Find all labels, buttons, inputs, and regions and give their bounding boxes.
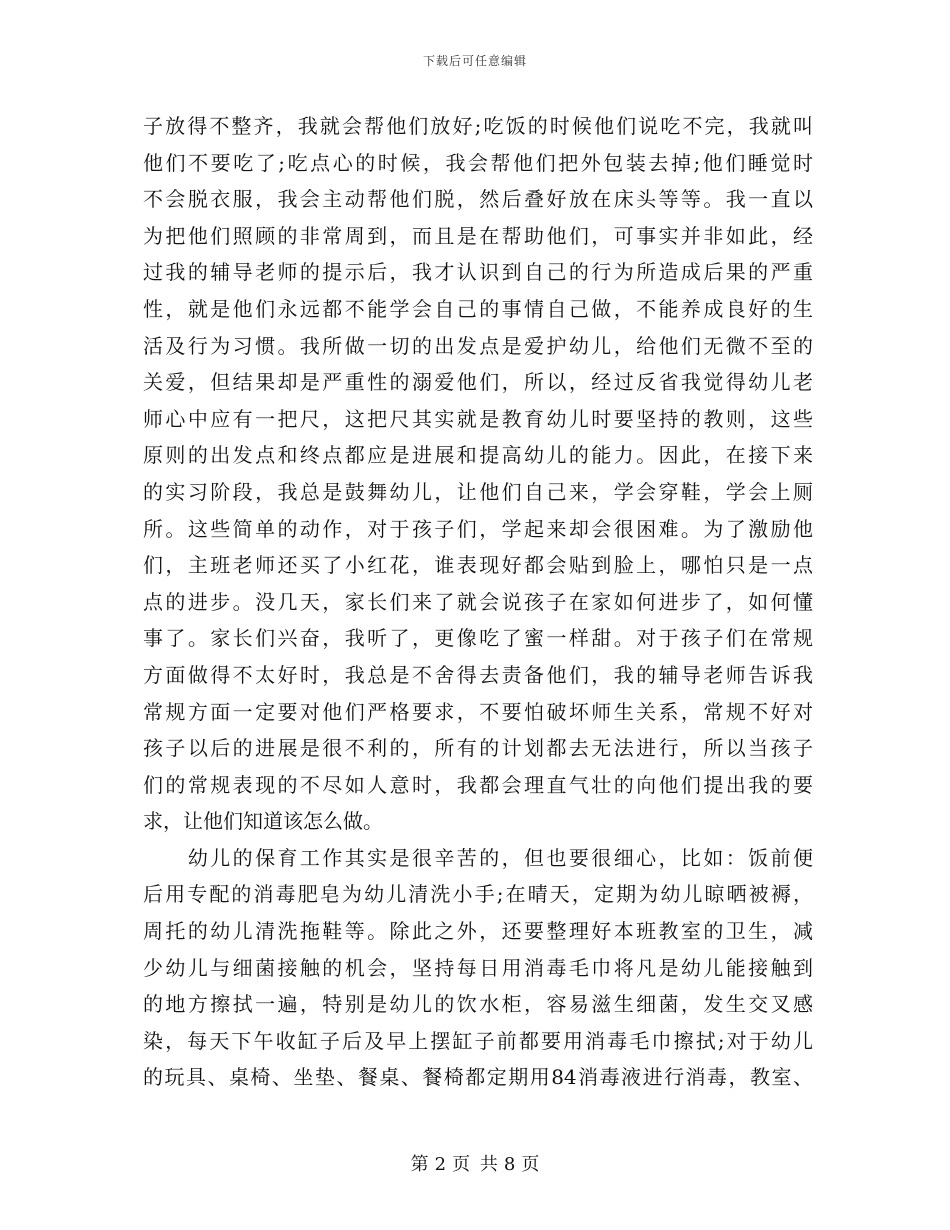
text-line: 常规方面一定要对他们严格要求，不要怕破坏师生关系，常规不好对 <box>143 699 813 724</box>
text-line: 他们不要吃了;吃点心的时候，我会帮他们把外包装去掉;他们睡觉时 <box>143 150 813 175</box>
footer-suffix: 页 <box>521 1154 540 1175</box>
text-line: 不会脱衣服，我会主动帮他们脱，然后叠好放在床头等等。我一直以 <box>143 187 813 212</box>
text-line: 关爱，但结果却是严重性的溺爱他们，所以，经过反省我觉得幼儿老 <box>143 370 813 395</box>
text-line: 少幼儿与细菌接触的机会，坚持每日用消毒毛巾将凡是幼儿能接触到 <box>143 955 813 980</box>
text-line: 后用专配的消毒肥皂为幼儿清洗小手;在晴天，定期为幼儿晾晒被褥， <box>143 882 813 907</box>
text-line: 子放得不整齐，我就会帮他们放好;吃饭的时候他们说吃不完，我就叫 <box>143 114 813 138</box>
footer-middle: 页 共 <box>452 1154 498 1175</box>
text-line: 过我的辅导老师的提示后，我才认识到自己的行为所造成后果的严重 <box>143 260 813 285</box>
paragraph-end-line: 求，让他们知道该怎么做。 <box>143 809 383 834</box>
page-header: 下载后可任意编辑 <box>422 54 527 68</box>
text-line: 性，就是他们永远都不能学会自己的事情自己做，不能养成良好的生 <box>143 296 813 321</box>
text-line: 方面做得不太好时，我总是不舍得去责备他们，我的辅导老师告诉我 <box>143 662 813 687</box>
text-line: 周托的幼儿清洗拖鞋等。除此之外，还要整理好本班教室的卫生，减 <box>143 919 813 944</box>
text-line: 原则的出发点和终点都应是进展和提高幼儿的能力。因此，在接下来 <box>143 443 813 468</box>
text-line: 事了。家长们兴奋，我听了，更像吃了蜜一样甜。对于孩子们在常规 <box>143 626 813 651</box>
text-line: 所。这些简单的动作，对于孩子们，学起来却会很困难。为了激励他 <box>143 516 813 541</box>
footer-prefix: 第 <box>410 1154 429 1175</box>
document-body <box>143 108 813 1096</box>
text-line: 孩子以后的进展是很不利的，所有的计划都去无法进行，所以当孩子 <box>143 736 813 761</box>
paragraph-start-line: 幼儿的保育工作其实是很辛苦的，但也要很细心，比如：饭前便 <box>143 845 813 870</box>
text-line: 染，每天下午收缸子后及早上摆缸子前都要用消毒毛巾擦拭;对于幼儿 <box>143 1028 813 1053</box>
current-page-number: 2 <box>434 1154 447 1175</box>
total-page-count: 8 <box>503 1154 516 1175</box>
text-line: 活及行为习惯。我所做一切的出发点是爱护幼儿，给他们无微不至的 <box>143 333 813 358</box>
text-line: 的地方擦拭一遍，特别是幼儿的饮水柜，容易滋生细菌，发生交叉感 <box>143 992 813 1017</box>
text-line: 们，主班老师还买了小红花，谁表现好都会贴到脸上，哪怕只是一点 <box>143 553 813 578</box>
text-line: 的实习阶段，我总是鼓舞幼儿，让他们自己来，学会穿鞋，学会上厕 <box>143 479 813 504</box>
text-line: 为把他们照顾的非常周到，而且是在帮助他们，可事实并非如此，经 <box>143 223 813 248</box>
page-footer <box>0 1150 950 1176</box>
text-line: 们的常规表现的不尽如人意时，我都会理直气壮的向他们提出我的要 <box>143 772 813 797</box>
text-line: 的玩具、桌椅、坐垫、餐桌、餐椅都定期用84消毒液进行消毒，教室、 <box>143 1065 813 1090</box>
text-line: 点的进步。没几天，家长们来了就会说孩子在家如何进步了，如何懂 <box>143 589 813 614</box>
text-line: 师心中应有一把尺，这把尺其实就是教育幼儿时要坚持的教则，这些 <box>143 406 813 431</box>
